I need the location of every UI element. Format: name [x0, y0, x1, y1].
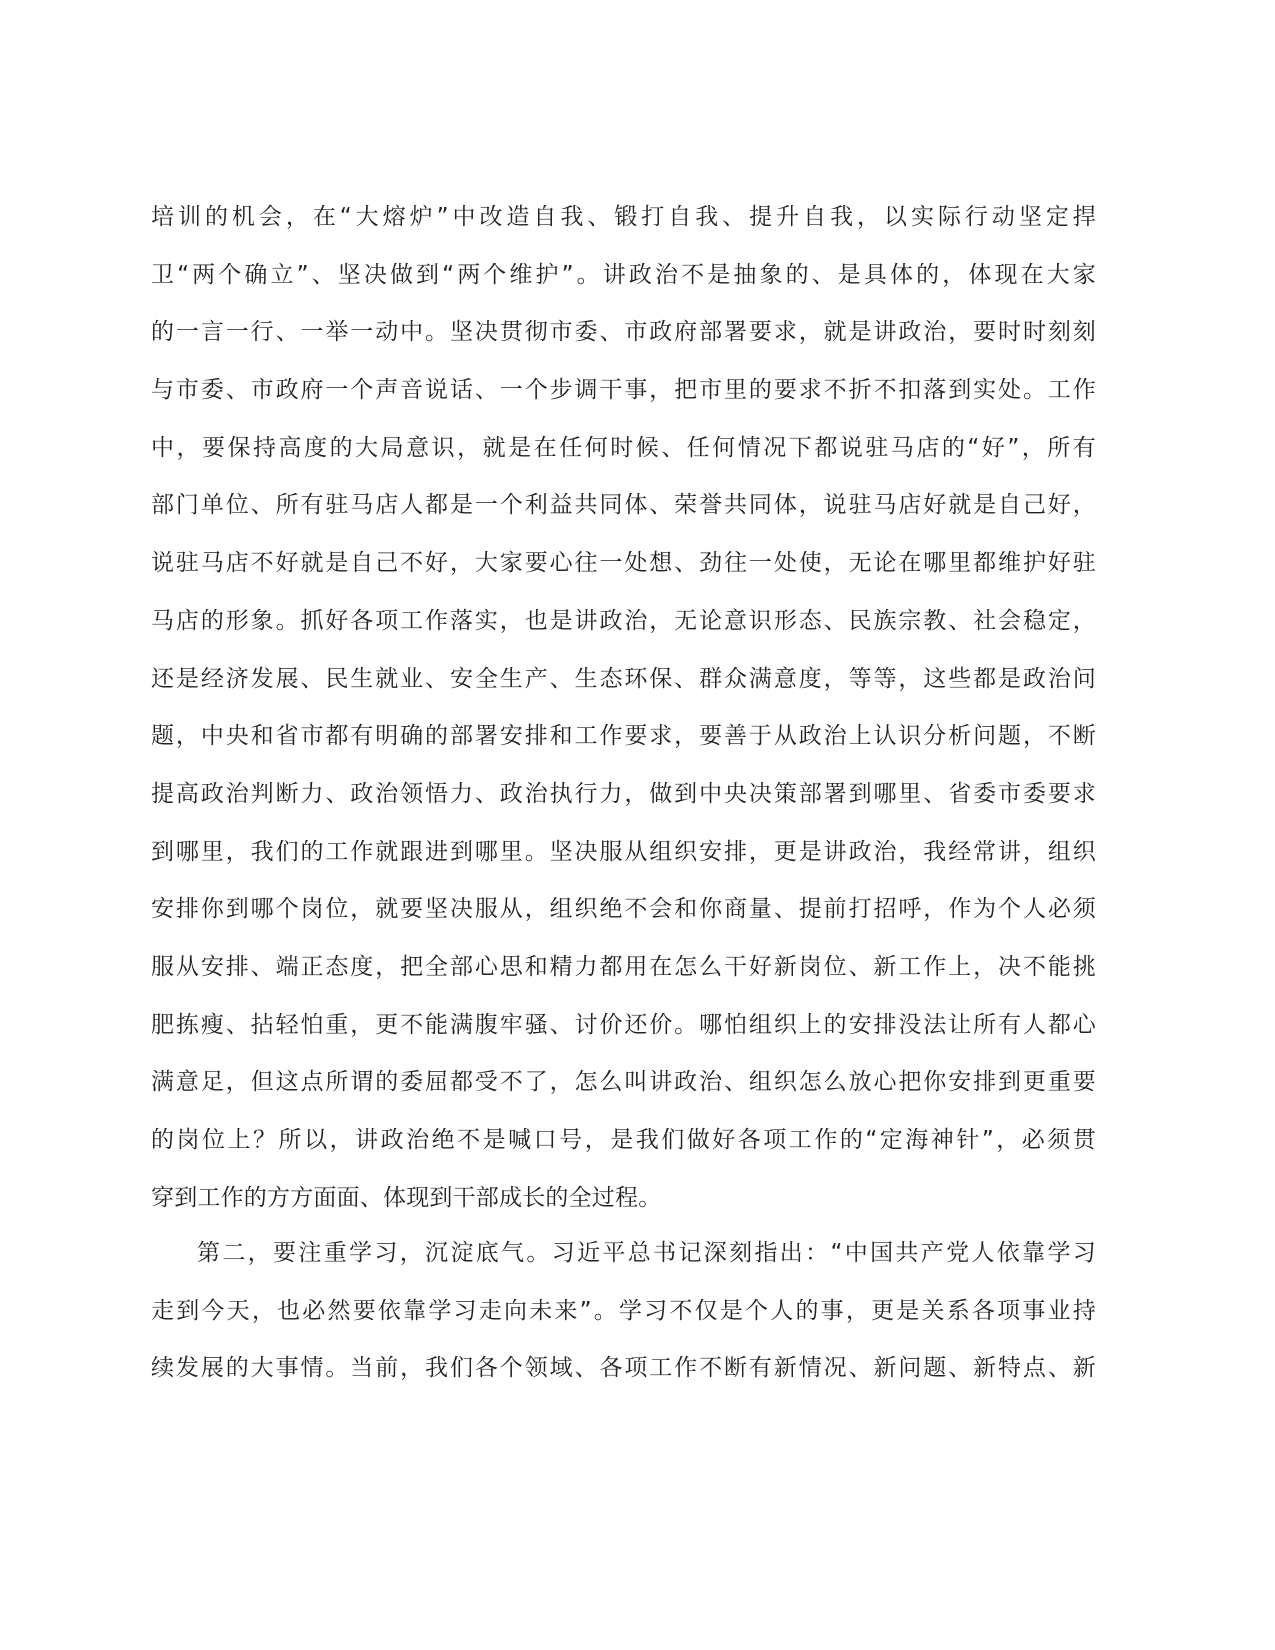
text-line: 培训的机会，在“大熔炉”中改造自我、锻打自我、提升自我，以实际行动坚定捍	[151, 204, 1096, 230]
text-line: 到哪里，我们的工作就跟进到哪里。坚决服从组织安排，更是讲政治，我经常讲，组织	[151, 838, 1096, 865]
text-line: 与市委、市政府一个声音说话、一个步调干事，把市里的要求不折不扣落到实处。工作	[151, 377, 1096, 404]
text-line: 服从安排、端正态度，把全部心思和精力都用在怎么干好新岗位、新工作上，决不能挑	[151, 953, 1096, 980]
text-line: 第二，要注重学习，沉淀底气。习近平总书记深刻指出：“中国共产党人依靠学习	[197, 1240, 1096, 1266]
text-line: 肥拣瘦、拈轻怕重，更不能满腹牢骚、讨价还价。哪怕组织上的安排没法让所有人都心	[151, 1011, 1096, 1038]
text-line: 提高政治判断力、政治领悟力、政治执行力，做到中央决策部署到哪里、省委市委要求	[151, 780, 1096, 807]
text-line: 的一言一行、一举一动中。坚决贯彻市委、市政府部署要求，就是讲政治，要时时刻刻	[151, 319, 1096, 346]
text-line: 走到今天，也必然要依靠学习走向未来”。学习不仅是个人的事，更是关系各项事业持	[151, 1297, 1096, 1324]
text-line: 的岗位上？所以，讲政治绝不是喊口号，是我们做好各项工作的“定海神针”，必须贯	[151, 1127, 1096, 1153]
text-line: 马店的形象。抓好各项工作落实，也是讲政治，无论意识形态、民族宗教、社会稳定，	[151, 607, 1096, 634]
text-line: 说驻马店不好就是自己不好，大家要心往一处想、劲往一处使，无论在哪里都维护好驻	[151, 550, 1096, 577]
text-line: 题，中央和省市都有明确的部署安排和工作要求，要善于从政治上认识分析问题，不断	[151, 723, 1096, 750]
text-line: 续发展的大事情。当前，我们各个领域、各项工作不断有新情况、新问题、新特点、新	[151, 1355, 1096, 1382]
text-line: 满意足，但这点所谓的委屈都受不了，怎么叫讲政治、组织怎么放心把你安排到更重要	[151, 1069, 1096, 1096]
text-line: 中，要保持高度的大局意识，就是在任何时候、任何情况下都说驻马店的“好”，所有	[151, 434, 1096, 461]
text-line: 卫“两个确立”、坚决做到“两个维护”。讲政治不是抽象的、是具体的，体现在大家	[151, 261, 1096, 288]
paragraph-study-emphasis	[151, 1225, 1096, 1398]
text-line: 穿到工作的方方面面、体现到干部成长的全过程。	[151, 1184, 662, 1211]
paragraph-political-discipline	[151, 189, 1096, 1227]
text-line: 部门单位、所有驻马店人都是一个利益共同体、荣誉共同体，说驻马店好就是自己好，	[151, 492, 1096, 519]
text-line: 安排你到哪个岗位，就要坚决服从，组织绝不会和你商量、提前打招呼，作为个人必须	[151, 896, 1096, 923]
text-line: 还是经济发展、民生就业、安全生产、生态环保、群众满意度，等等，这些都是政治问	[151, 665, 1096, 692]
